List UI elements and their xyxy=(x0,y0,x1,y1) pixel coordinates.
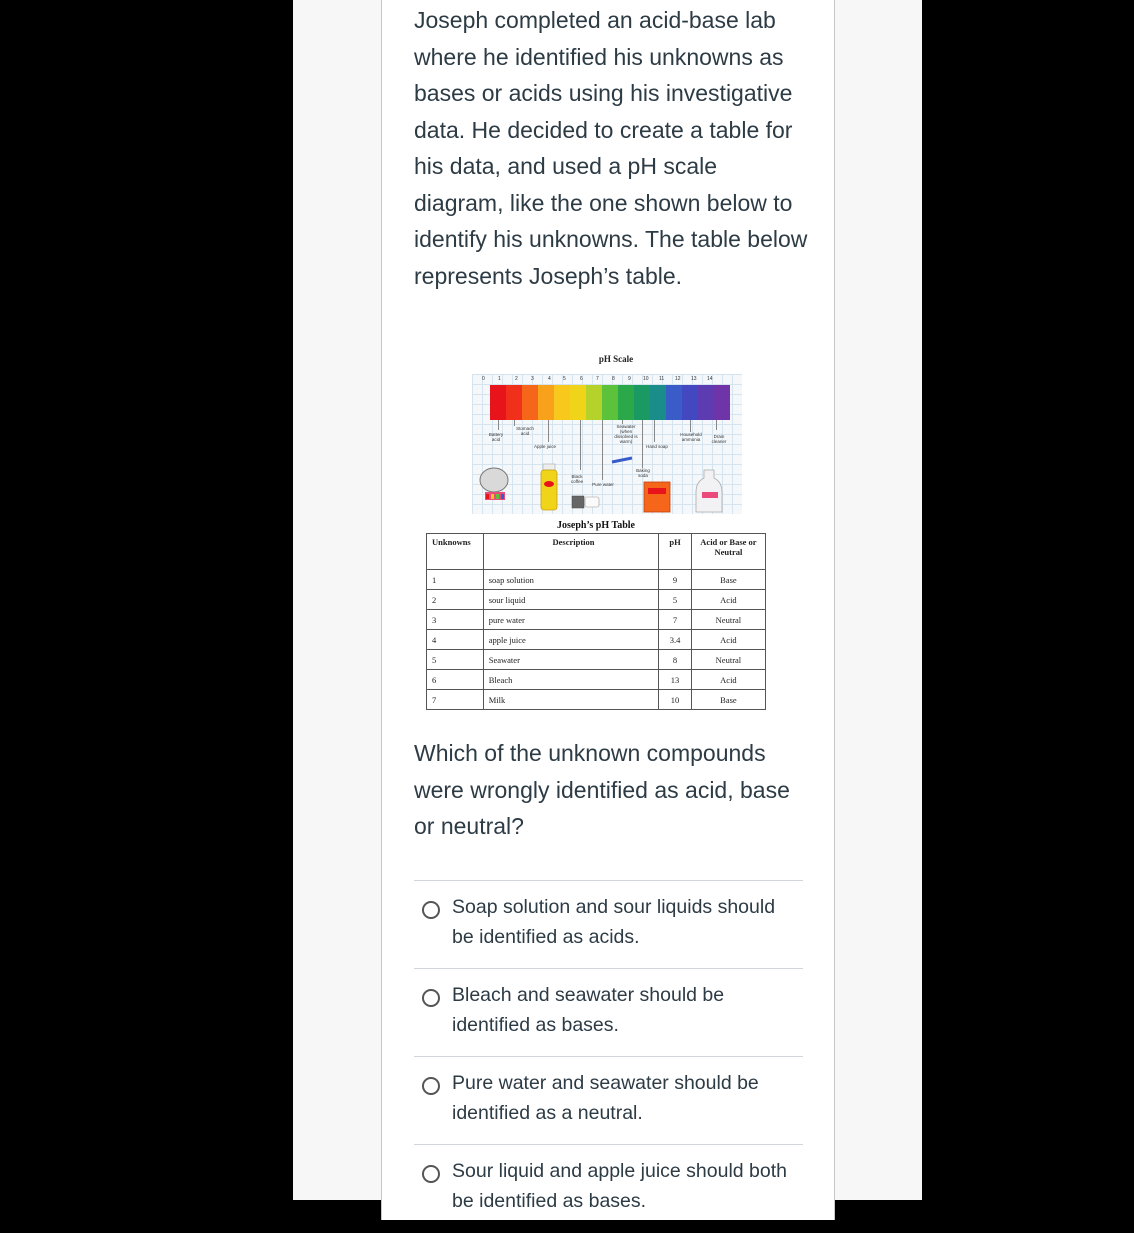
cell-ph: 8 xyxy=(659,650,692,670)
ph-tick: 4 xyxy=(548,376,551,382)
question-text: Joseph completed an acid-base lab where he identified his unknowns as bases or acids using his investigative data. He decided to create a table for his data, and used a pH scale diagram, like the one shown below to identify his unknowns. The table below represents Joseph’s table. xyxy=(414,7,808,289)
cell-ph: 10 xyxy=(659,690,692,710)
label-drain-cleaner: Drain cleaner xyxy=(711,434,727,444)
cell-classification: Base xyxy=(691,570,765,590)
cell-unknown: 6 xyxy=(427,670,484,690)
radio-button[interactable] xyxy=(422,1165,440,1183)
page-background xyxy=(293,0,922,1212)
ph-tick: 2 xyxy=(515,376,518,382)
cell-description: Milk xyxy=(483,690,659,710)
cell-classification: Acid xyxy=(691,670,765,690)
label-battery-acid: Battery acid xyxy=(488,432,504,442)
drain-cleaner-icon xyxy=(696,470,722,512)
cell-description: soap solution xyxy=(483,570,659,590)
ph-tick: 5 xyxy=(563,376,566,382)
radio-button[interactable] xyxy=(422,901,440,919)
prompt-text: Which of the unknown compounds were wrongly identified as acid, base or neutral? xyxy=(414,740,790,839)
answer-label[interactable]: Pure water and seawater should be identified as a neutral. xyxy=(452,1072,759,1124)
answer-label[interactable]: Soap solution and sour liquids should be identified as acids. xyxy=(452,896,776,948)
cell-unknown: 3 xyxy=(427,610,484,630)
cell-description: sour liquid xyxy=(483,590,659,610)
ph-tick: 0 xyxy=(482,376,485,382)
header-classification: Acid or Base or Neutral xyxy=(691,534,765,570)
answer-label[interactable]: Bleach and seawater should be identified as bases. xyxy=(452,984,725,1036)
header-ph: pH xyxy=(659,534,692,570)
ph-tick: 9 xyxy=(628,376,631,382)
apple-juice-icon xyxy=(541,464,557,510)
baking-soda-icon xyxy=(644,482,670,512)
table-header-row xyxy=(427,534,766,570)
label-hand-soap: Hand soap xyxy=(646,444,668,449)
label-household-ammonia: Household ammonia xyxy=(680,432,702,442)
cell-description: pure water xyxy=(483,610,659,630)
label-black-coffee: Black coffee xyxy=(570,474,584,484)
cell-classification: Neutral xyxy=(691,610,765,630)
ph-tick: 14 xyxy=(707,376,713,382)
table-row xyxy=(427,650,766,670)
table-row xyxy=(427,630,766,650)
cell-classification: Acid xyxy=(691,590,765,610)
label-pure-water: Pure water xyxy=(592,482,614,487)
cell-ph: 3.4 xyxy=(659,630,692,650)
ph-table xyxy=(426,533,766,710)
cell-unknown: 7 xyxy=(427,690,484,710)
ph-tick: 11 xyxy=(659,376,665,382)
ph-scale-title: pH Scale xyxy=(598,354,634,364)
table-row xyxy=(427,590,766,610)
ph-tick: 8 xyxy=(612,376,615,382)
cell-description: Bleach xyxy=(483,670,659,690)
header-description: Description xyxy=(483,534,659,570)
answer-option-3[interactable] xyxy=(414,1056,803,1145)
cell-description: Seawater xyxy=(483,650,659,670)
ph-tick: 12 xyxy=(675,376,681,382)
table-row xyxy=(427,570,766,590)
ph-scale-diagram xyxy=(472,374,742,514)
ph-tick: 6 xyxy=(580,376,583,382)
cell-ph: 7 xyxy=(659,610,692,630)
answer-label[interactable]: Sour liquid and apple juice should both be identified as bases. xyxy=(452,1160,787,1212)
ph-tick: 13 xyxy=(691,376,697,382)
seawater-tube-icon xyxy=(612,458,632,462)
battery-acid-icon xyxy=(480,468,508,500)
label-seawater: Seawater (when dissolved is warm) xyxy=(614,424,638,444)
cell-classification: Acid xyxy=(691,630,765,650)
cell-unknown: 5 xyxy=(427,650,484,670)
header-unknowns: Unknowns xyxy=(427,534,484,570)
table-row xyxy=(427,670,766,690)
cell-unknown: 2 xyxy=(427,590,484,610)
cell-description: apple juice xyxy=(483,630,659,650)
question-card xyxy=(381,0,835,1220)
radio-button[interactable] xyxy=(422,1077,440,1095)
pure-water-icon xyxy=(585,497,599,507)
answer-option-1[interactable] xyxy=(414,880,803,969)
cell-ph: 13 xyxy=(659,670,692,690)
ph-items-illustration xyxy=(472,374,742,514)
ph-tick: 3 xyxy=(531,376,534,382)
cell-ph: 9 xyxy=(659,570,692,590)
ph-figure xyxy=(426,340,766,712)
label-baking-soda: Baking soda xyxy=(636,468,650,478)
ph-tick: 10 xyxy=(643,376,649,382)
ph-tick: 7 xyxy=(596,376,599,382)
table-title: Joseph’s pH Table xyxy=(557,520,635,531)
cell-classification: Neutral xyxy=(691,650,765,670)
radio-button[interactable] xyxy=(422,989,440,1007)
answer-option-2[interactable] xyxy=(414,968,803,1057)
black-coffee-icon xyxy=(572,496,584,508)
table-row xyxy=(427,690,766,710)
label-stomach-acid: Stomach acid xyxy=(516,426,534,436)
cell-unknown: 4 xyxy=(427,630,484,650)
ph-tick: 1 xyxy=(498,376,501,382)
cell-ph: 5 xyxy=(659,590,692,610)
table-row xyxy=(427,610,766,630)
cell-classification: Base xyxy=(691,690,765,710)
cell-unknown: 1 xyxy=(427,570,484,590)
answer-option-4[interactable] xyxy=(414,1144,803,1233)
label-apple-juice: Apple juice xyxy=(534,444,557,449)
